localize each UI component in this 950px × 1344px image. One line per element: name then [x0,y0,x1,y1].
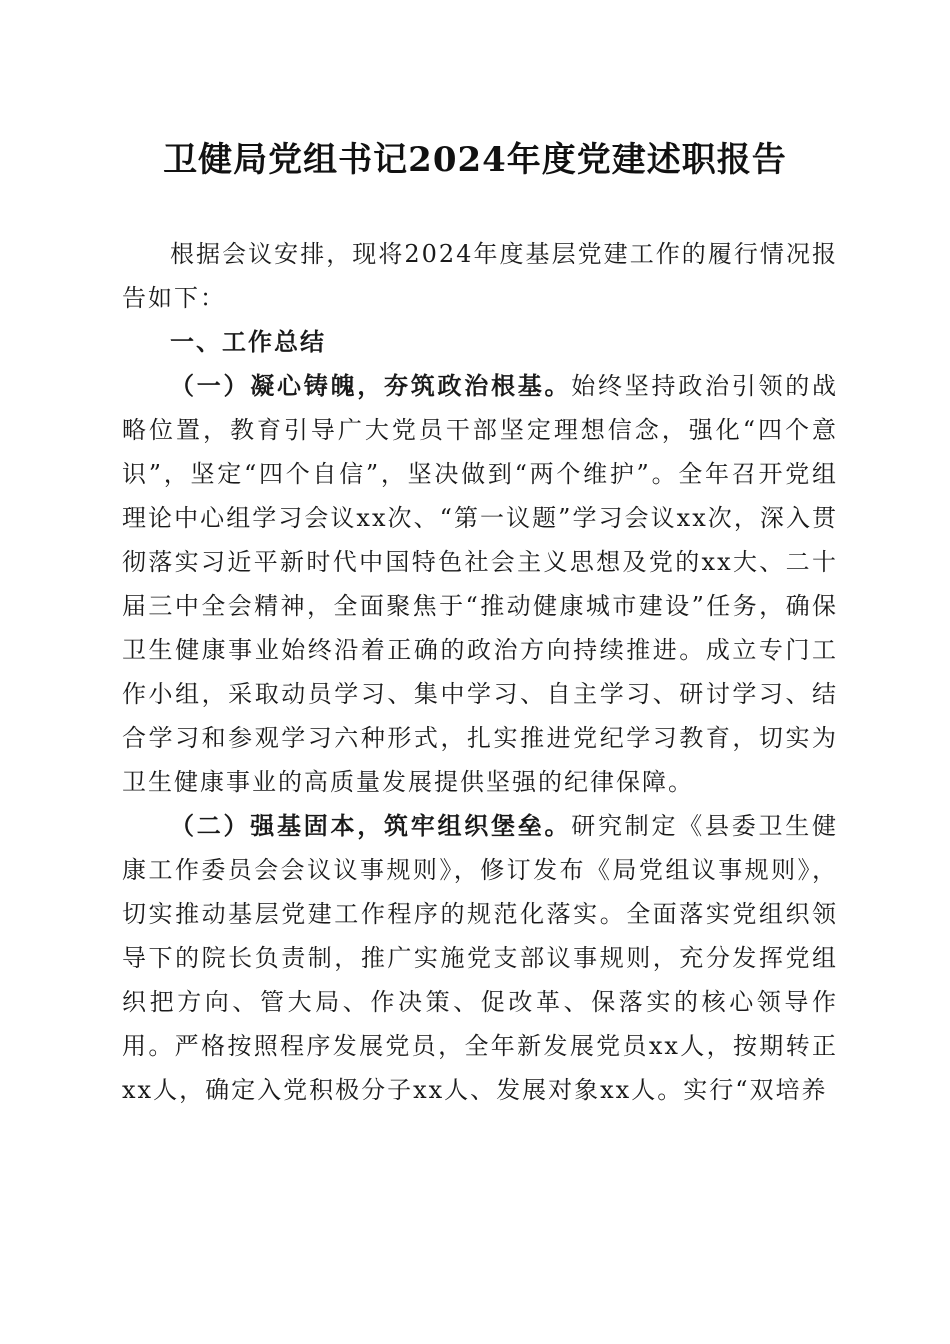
subsection-1-text: 始终坚持政治引领的战略位置，教育引导广大党员干部坚定理想信念，强化“四个意识”，坚定“四个自信”，坚决做到“两个维护”。全年召开党组理论中心组学习会议xx次、“第一议题”学习会议xx次，深入贯彻落实习近平新时代中国特色社会主义思想及党的xx大、二十届三中全会精神，全面聚焦于“推动健康城市建设”任务，确保卫生健康事业始终沿着正确的政治方向持续推进。成立专门工作小组，采取动员学习、集中学习、自主学习、研讨学习、结合学习和参观学习六种形式，扎实推进党纪学习教育，切实为卫生健康事业的高质量发展提供坚强的纪律保障。 [122,372,838,796]
document-body [122,232,838,1112]
intro-paragraph: 根据会议安排，现将2024年度基层党建工作的履行情况报告如下： [122,240,838,312]
subsection-2-lead: （二）强基固本，筑牢组织堡垒。 [170,811,572,840]
subsection-1-lead: （一）凝心铸魄，夯筑政治根基。 [170,371,572,400]
document-title: 卫健局党组书记2024年度党建述职报告 [163,140,787,180]
section-heading-work-summary: 一、工作总结 [170,328,326,356]
subsection-2-text: 研究制定《县委卫生健康工作委员会会议议事规则》，修订发布《局党组议事规则》，切实推动基层党建工作程序的规范化落实。全面落实党组织领导下的院长负责制，推广实施党支部议事规则，充分发挥党组织把方向、管大局、作决策、促改革、保落实的核心领导作用。严格按照程序发展党员，全年新发展党员xx人，按期转正xx人，确定入党积极分子xx人、发展对象xx人。实行“双培养 [122,812,838,1104]
subsection-paragraph-1 [122,364,838,804]
subsection-paragraph-2 [122,804,838,1112]
